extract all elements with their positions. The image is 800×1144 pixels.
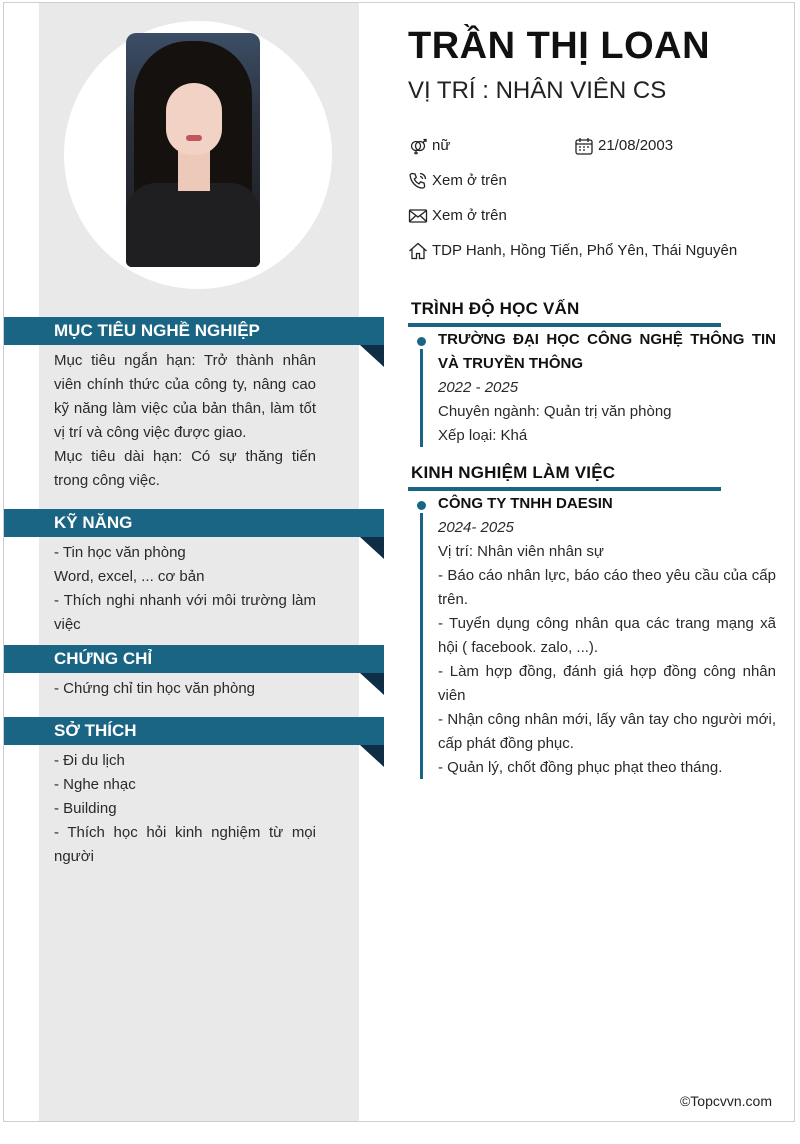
hobbies-title: SỞ THÍCH [4,717,384,745]
address-row [408,241,737,261]
ribbon-fold [360,345,384,367]
objective-title: MỤC TIÊU NGHỀ NGHIỆP [4,317,384,345]
candidate-name: TRẦN THỊ LOAN [408,25,711,67]
objective-line: Mục tiêu dài hạn: Có sự thăng tiến trong công việc. [54,448,316,489]
birthdate-value: 21/08/2003 [598,137,674,154]
phone-row [408,171,507,191]
duty-item: - Tuyển dụng công nhân qua các trang mạng xã hội ( facebook. zalo, ...). [438,615,776,656]
education-title: TRÌNH ĐỘ HỌC VẤN [411,299,580,318]
ribbon-fold [360,745,384,767]
school-name: TRƯỜNG ĐẠI HỌC CÔNG NGHỆ THÔNG TIN VÀ TRUYỀN THÔNG [438,331,776,372]
objective-text [54,349,316,493]
phone-value: Xem ở trên [432,172,507,189]
timeline-dot [417,337,426,346]
cv-page [3,2,795,1122]
mail-icon [408,206,428,226]
footer-credit: ©Topcvvn.com [679,1093,772,1109]
gender-row [408,136,450,156]
birthdate-row [574,136,673,156]
email-row [408,206,507,226]
duty-item: - Báo cáo nhân lực, báo cáo theo yêu cầu của cấp trên. [438,567,776,608]
education-timeline [420,349,423,447]
duty-item: - Làm hợp đồng, đánh giá hợp đồng công nhân viên [438,663,776,704]
experience-role: Vị trí: Nhân viên nhân sự [438,543,604,560]
skills-text [54,541,316,637]
education-major: Chuyên ngành: Quản trị văn phòng [438,403,672,420]
skills-title: KỸ NĂNG [4,509,384,537]
hobbies-text [54,749,316,869]
experience-period: 2024- 2025 [438,519,514,536]
address-value: TDP Hanh, Hồng Tiến, Phổ Yên, Thái Nguyên [432,242,738,259]
certificates-title: CHỨNG CHỈ [4,645,384,673]
home-icon [408,241,428,261]
calendar-icon [574,136,594,156]
education-underline [408,323,721,327]
skill-line: - Thích nghi nhanh với môi trường làm việc [54,592,316,633]
hobby-line: - Nghe nhạc [54,776,136,793]
skill-line: - Tin học văn phòng [54,544,186,561]
education-entry [438,328,776,448]
objective-line: Mục tiêu ngắn hạn: Trở thành nhân viên chính thức của công ty, nâng cao kỹ năng làm việc của bản thân, làm tốt vị trí và công việc được giao. [54,352,316,441]
experience-entry [438,492,776,780]
duty-item: - Nhận công nhân mới, lấy vân tay cho người mới, cấp phát đồng phục. [438,711,776,752]
education-period: 2022 - 2025 [438,379,519,396]
skill-line: Word, excel, ... cơ bản [54,568,205,585]
company-name: CÔNG TY TNHH DAESIN [438,495,613,512]
hobby-line: - Building [54,800,117,817]
certificates-text [54,677,316,701]
education-rank: Xếp loại: Khá [438,427,528,444]
experience-underline [408,487,721,491]
duty-item: - Quản lý, chốt đồng phục phạt theo tháng. [438,759,723,776]
profile-photo [126,33,260,267]
timeline-dot [417,501,426,510]
experience-title: KINH NGHIỆM LÀM VIỆC [411,463,616,482]
hobby-line: - Thích học hỏi kinh nghiệm từ mọi người [54,824,316,865]
gender-icon [408,136,428,156]
hobby-line: - Đi du lịch [54,752,125,769]
email-value: Xem ở trên [432,207,507,224]
gender-value: nữ [432,137,451,154]
experience-timeline [420,513,423,779]
ribbon-fold [360,537,384,559]
phone-icon [408,171,428,191]
certificate-line: - Chứng chỉ tin học văn phòng [54,680,255,697]
candidate-position: VỊ TRÍ : NHÂN VIÊN CS [408,77,667,104]
ribbon-fold [360,673,384,695]
